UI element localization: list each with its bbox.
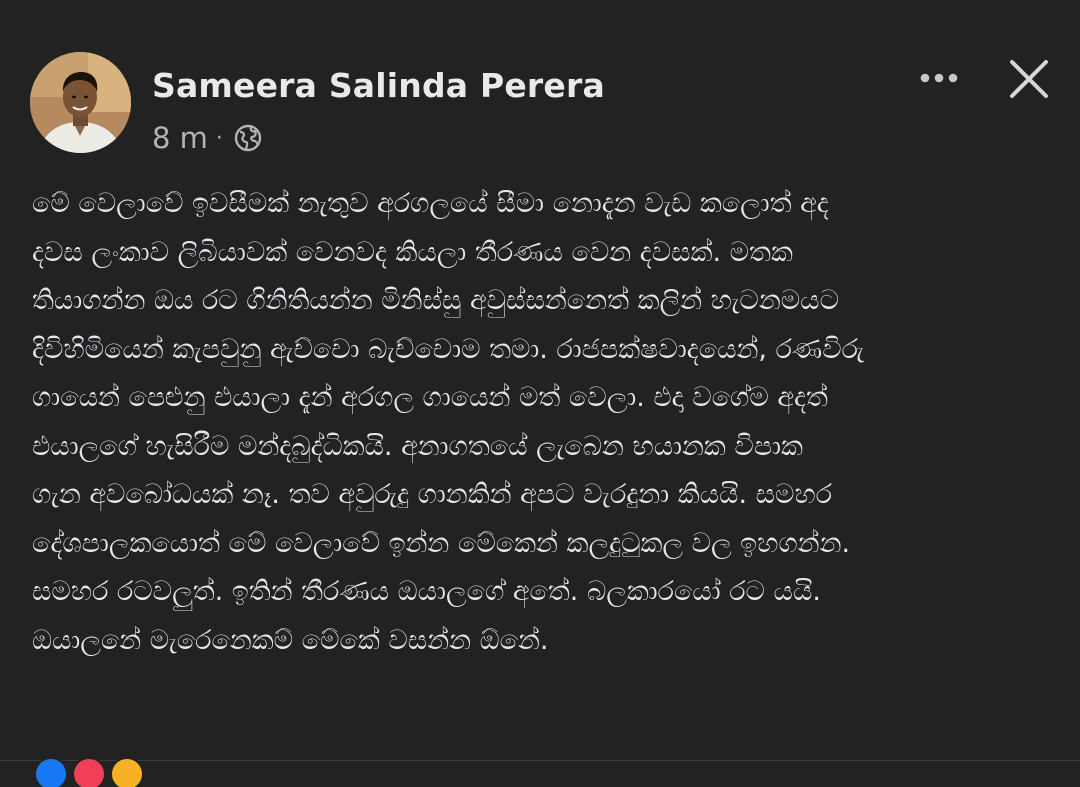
post-body-line: එයාලගේ හැසිරීම මන්දබුද්ධිකයි. අනාගතයේ ලැබෙන භයානක විපාක [32, 430, 803, 462]
meta-separator: · [215, 125, 223, 151]
love-icon [72, 757, 106, 787]
avatar[interactable] [30, 52, 131, 153]
post-body-line: දිවිහිමියෙන් කැපවුනු ඇච්චො බැච්චොම තමා. රාජපක්ෂවාදයෙන්, රණවිරු [32, 333, 865, 365]
post-body-line: දේශපාලකයොත් මේ වෙලාවේ ඉන්න මේකෙන් කලදුටුකල වල ඉහගන්න. [32, 527, 851, 559]
globe-icon[interactable] [233, 123, 263, 153]
post-time[interactable]: 8 m [152, 121, 208, 155]
author-name[interactable]: Sameera Salinda Perera [152, 66, 605, 105]
divider [0, 760, 1080, 761]
post-body-line: සමහර රටවලුත්. ඉතින් තීරණය ඔයාලගේ අතේ. බලකාරයෝ රට යයි. [32, 576, 821, 607]
haha-icon [110, 757, 144, 787]
close-icon [1002, 52, 1056, 106]
reactions-summary[interactable] [34, 757, 154, 787]
avatar-photo [30, 52, 131, 153]
post-meta [152, 120, 263, 156]
post-body-line: ඔයාලනේ මැරෙනෙකම් මේකේ වසන්න ඕනේ. [32, 624, 549, 656]
post-body-line: මේ වෙලාවේ ඉවසීමක් නැතුව අරගලයේ සීමා නොදැන වැඩ කලොත් අද [32, 188, 829, 219]
more-options-icon [910, 60, 968, 96]
close-button[interactable] [1002, 52, 1056, 106]
post-body-line: ගායෙන් පෙළුනු එයාලා දැන් අරගල ගායෙන් මත් වෙලා. එදා වගේම අදත් [32, 382, 828, 413]
post-body-line: තියාගන්න ඔය රට ගිනිතියන්න මිනිස්සු අවුස්සන්නෙත් කලින් හැටනමයට [32, 285, 840, 316]
post-body [32, 180, 1052, 665]
more-options-button[interactable] [910, 60, 968, 96]
post-body-line: දවස ලංකාව ලිබියාවක් වෙනවද කියලා තීරණය වෙන දවසක්. මතක [32, 236, 793, 268]
like-icon [34, 757, 68, 787]
post-body-line: ගැන අවබෝධයක් නෑ. තව අවුරුදු ගානකින් අපට වැරදුනා කියයි. සමහර [32, 479, 832, 510]
